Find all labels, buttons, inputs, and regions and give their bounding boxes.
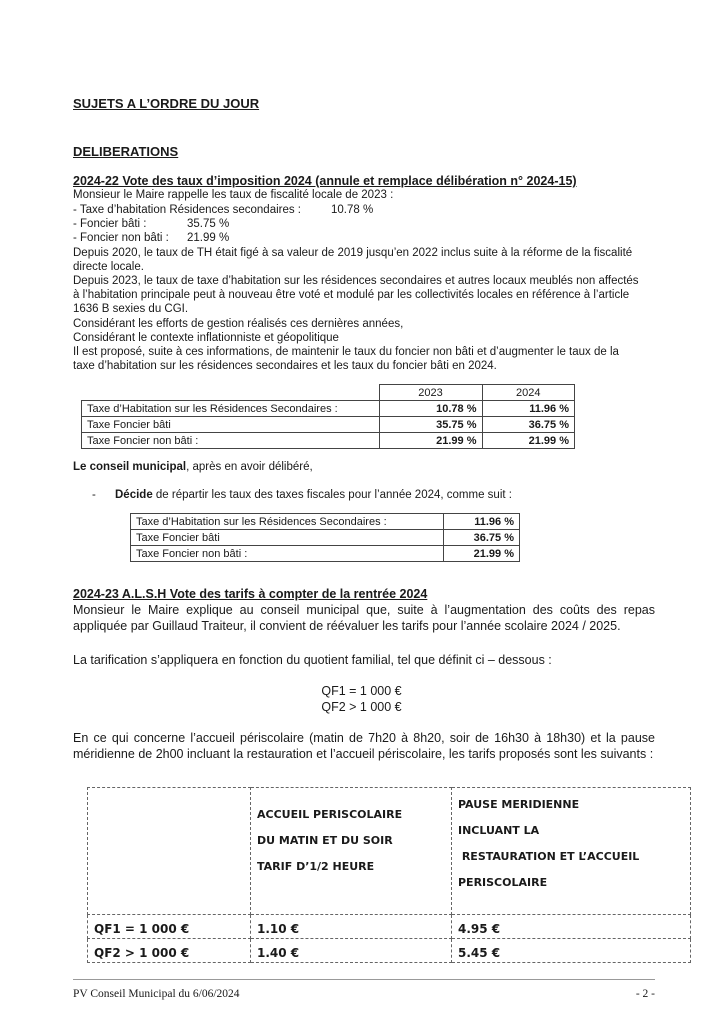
footer-title: PV Conseil Municipal du 6/06/2024 bbox=[73, 988, 240, 1000]
council-statement bbox=[73, 460, 313, 474]
qf-label: QF1 = 1 000 € bbox=[88, 915, 251, 939]
rate-value: 35.75 % bbox=[187, 218, 230, 230]
page-number: - 2 - bbox=[635, 988, 655, 1000]
item1-line: Considérant le contexte inflationniste et géopolitique bbox=[73, 332, 339, 344]
accueil-price: 1.40 € bbox=[251, 939, 452, 963]
value-2023: 35.75 % bbox=[379, 417, 482, 433]
rate-value: 10.78 % bbox=[331, 204, 374, 216]
item1-line: Monsieur le Maire rappelle les taux de fiscalité locale de 2023 : bbox=[73, 189, 394, 201]
item1-line: Depuis 2023, le taux de taxe d’habitation sur les résidences secondaires et autres locaux meublés non affectés bbox=[73, 275, 639, 287]
tariff-table bbox=[87, 787, 691, 963]
col-header-2023: 2023 bbox=[379, 385, 482, 401]
item1-line: à l’habitation principale peut à nouveau être voté et modulé par les collectivités locales en référence à l’article bbox=[73, 289, 630, 301]
qf2-threshold: QF2 > 1 000 € bbox=[321, 700, 402, 714]
qf1-threshold: QF1 = 1 000 € bbox=[321, 684, 402, 698]
item2-para3: En ce qui concerne l’accueil périscolaire (matin de 7h20 à 8h20, soir de 16h30 à 18h30) et la pause méridienne de 2h00 incluant la restauration et l’accueil périscolaire, les tarifs proposés sont les suivants : bbox=[73, 731, 655, 761]
decided-rates-table bbox=[130, 513, 520, 562]
value-2024: 36.75 % bbox=[482, 417, 575, 433]
item1-line: - Foncier non bâti : bbox=[73, 232, 169, 244]
table-row bbox=[82, 433, 575, 449]
header-line: TARIF D’1/2 HEURE bbox=[257, 860, 375, 873]
accueil-header bbox=[251, 788, 452, 915]
header-line: INCLUANT LA bbox=[458, 824, 540, 837]
table-corner bbox=[82, 385, 380, 401]
table-row bbox=[88, 915, 691, 939]
col-header-2024: 2024 bbox=[482, 385, 575, 401]
table-row bbox=[131, 530, 520, 546]
table-row bbox=[88, 939, 691, 963]
footer-rule bbox=[73, 979, 655, 980]
item1-line: Il est proposé, suite à ces informations, de maintenir le taux du foncier non bâti et d’augmenter le taux de la bbox=[73, 346, 619, 358]
row-label: Taxe Foncier non bâti : bbox=[131, 546, 444, 562]
pause-price: 5.45 € bbox=[452, 939, 691, 963]
value-2023: 21.99 % bbox=[379, 433, 482, 449]
row-label: Taxe Foncier bâti bbox=[131, 530, 444, 546]
decide-statement bbox=[115, 488, 512, 502]
item1-line: Depuis 2020, le taux de TH était figé à sa valeur de 2019 jusqu’en 2022 inclus suite à la réforme de la fiscalité bbox=[73, 247, 633, 259]
value-2024: 11.96 % bbox=[482, 401, 575, 417]
header-line: RESTAURATION ET L’ACCUEIL bbox=[458, 850, 640, 863]
council-bold: Le conseil municipal bbox=[73, 461, 187, 473]
item2-para1: Monsieur le Maire explique au conseil municipal que, suite à l’augmentation des coûts des repas appliquée par Guillaud Traiteur, il convient de réévaluer les tarifs pour l’année scolaire 2024 / 2025. bbox=[73, 603, 655, 633]
item1-line: taxe d’habitation sur les résidences secondaires et les taux du foncier bâti en 2024. bbox=[73, 360, 497, 372]
header-line: DU MATIN ET DU SOIR bbox=[257, 834, 393, 847]
table-row bbox=[131, 514, 520, 530]
header-line: PERISCOLAIRE bbox=[458, 876, 548, 889]
rate-value: 21.99 % bbox=[187, 232, 230, 244]
item1-line: 1636 B sexies du CGI. bbox=[73, 303, 189, 315]
row-label: Taxe Foncier non bâti : bbox=[82, 433, 380, 449]
item1-line: - Taxe d’habitation Résidences secondaires : bbox=[73, 204, 302, 216]
accueil-price: 1.10 € bbox=[251, 915, 452, 939]
pause-header bbox=[452, 788, 691, 915]
agenda-heading: SUJETS A L’ORDRE DU JOUR bbox=[73, 96, 260, 111]
tariff-corner bbox=[88, 788, 251, 915]
row-value: 36.75 % bbox=[444, 530, 520, 546]
pause-price: 4.95 € bbox=[452, 915, 691, 939]
row-label: Taxe d’Habitation sur les Résidences Secondaires : bbox=[131, 514, 444, 530]
item2-title: 2024-23 A.L.S.H Vote des tarifs à compter de la rentrée 2024 bbox=[73, 587, 428, 601]
item1-title: 2024-22 Vote des taux d’imposition 2024 (annule et remplace délibération n° 2024-15) bbox=[73, 174, 577, 188]
header-line: ACCUEIL PERISCOLAIRE bbox=[257, 808, 403, 821]
decide-bold: Décide bbox=[115, 489, 153, 501]
decide-rest: de répartir les taux des taxes fiscales pour l’année 2024, comme suit : bbox=[152, 489, 512, 501]
header-line: PAUSE MERIDIENNE bbox=[458, 798, 580, 811]
item1-line: Considérant les efforts de gestion réalisés ces dernières années, bbox=[73, 318, 404, 330]
value-2024: 21.99 % bbox=[482, 433, 575, 449]
council-rest: , après en avoir délibéré, bbox=[186, 461, 313, 473]
deliberations-heading: DELIBERATIONS bbox=[73, 144, 179, 159]
value-2023: 10.78 % bbox=[379, 401, 482, 417]
item2-para2: La tarification s’appliquera en fonction du quotient familial, tel que définit ci – dessous : bbox=[73, 653, 552, 667]
row-label: Taxe d’Habitation sur les Résidences Secondaires : bbox=[82, 401, 380, 417]
table-row bbox=[82, 401, 575, 417]
row-value: 11.96 % bbox=[444, 514, 520, 530]
table-row bbox=[82, 417, 575, 433]
row-label: Taxe Foncier bâti bbox=[82, 417, 380, 433]
qf-label: QF2 > 1 000 € bbox=[88, 939, 251, 963]
item1-line: directe locale. bbox=[73, 261, 144, 273]
decide-bullet: - bbox=[92, 489, 96, 501]
item1-line: - Foncier bâti : bbox=[73, 218, 147, 230]
tax-rates-table bbox=[81, 384, 575, 449]
table-row bbox=[131, 546, 520, 562]
row-value: 21.99 % bbox=[444, 546, 520, 562]
